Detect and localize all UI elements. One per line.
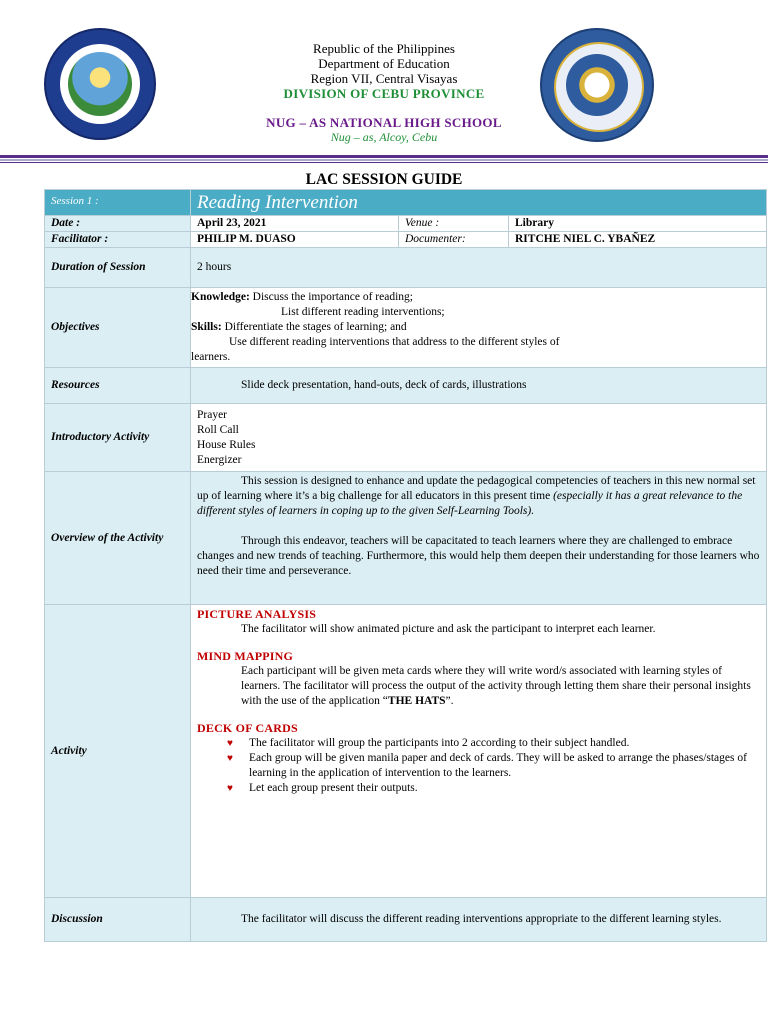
- facilitator-row: [45, 232, 767, 248]
- list-item: [225, 736, 760, 751]
- activity-row: [45, 605, 767, 898]
- venue-label: Venue :: [399, 216, 509, 232]
- intro-item-prayer: Prayer: [197, 408, 228, 421]
- heart-icon: ♥: [227, 783, 233, 794]
- knowledge-label: Knowledge:: [191, 291, 250, 303]
- duration-label: Duration of Session: [45, 248, 191, 288]
- discussion-text: The facilitator will discuss the different reading interventions appropriate to the different learning styles.: [241, 913, 722, 925]
- deck-of-cards-list: [197, 736, 760, 796]
- mind-mapping-body: Each participant will be given meta cards where they will write word/s associated with learning styles of learners. The facilitator will process the output of the activity through letting them share their personal insights with the use of the application “: [241, 665, 751, 707]
- overview-p1-text: This session is designed to enhance and update the pedagogical competencies of teachers in this new normal set up of learning where it’s a big challenge for all educators in this present time: [197, 475, 756, 502]
- duration-row: [45, 248, 767, 288]
- skills-item-2: Use different reading interventions that address to the different styles of: [229, 336, 560, 348]
- activity-content: [191, 605, 767, 898]
- documenter-value: RITCHE NIEL C. YBAÑEZ: [509, 232, 767, 248]
- objectives-content: [191, 288, 767, 368]
- duration-value: 2 hours: [191, 248, 767, 288]
- introductory-row: [45, 404, 767, 472]
- intro-item-roll-call: Roll Call: [197, 423, 239, 436]
- header-republic: Republic of the Philippines: [313, 41, 455, 56]
- header-school-name: NUG – AS NATIONAL HIGH SCHOOL: [266, 115, 502, 130]
- document-title: LAC SESSION GUIDE: [305, 171, 463, 188]
- skills-label: Skills:: [191, 321, 222, 333]
- intro-item-energizer: Energizer: [197, 453, 242, 466]
- overview-content: [191, 472, 767, 605]
- header-divider-mid: [0, 159, 768, 161]
- list-item: [225, 781, 760, 796]
- knowledge-item-1: Discuss the importance of reading;: [252, 291, 413, 303]
- discussion-content: [191, 898, 767, 942]
- introductory-content: [191, 404, 767, 472]
- mind-mapping-end: ”.: [445, 695, 454, 707]
- heart-icon: ♥: [227, 753, 233, 764]
- objectives-label: Objectives: [45, 288, 191, 368]
- session-number-label: Session 1 :: [45, 190, 191, 216]
- picture-analysis-text: The facilitator will show animated picture and ask the participant to interpret each learner.: [241, 623, 656, 635]
- session-title: Reading Intervention: [191, 190, 767, 216]
- facilitator-label: Facilitator :: [45, 232, 191, 248]
- resources-value: Slide deck presentation, hand-outs, deck of cards, illustrations: [191, 368, 767, 404]
- header-division: DIVISION OF CEBU PROVINCE: [283, 86, 485, 101]
- date-venue-row: [45, 216, 767, 232]
- introductory-label: Introductory Activity: [45, 404, 191, 472]
- header-divider: [0, 155, 768, 158]
- header-school-address: Nug – as, Alcoy, Cebu: [330, 130, 438, 144]
- skills-item-3: learners.: [191, 351, 231, 363]
- documenter-label: Documenter:: [399, 232, 509, 248]
- heart-icon: ♥: [227, 738, 233, 749]
- intro-item-house-rules: House Rules: [197, 438, 256, 451]
- overview-paragraph-2: Through this endeavor, teachers will be capacitated to teach learners where they are challenged to embrace changes and new trends of teaching. Furthermore, this would help them deepen their understanding for those learners who need their time and perseverance.: [197, 535, 760, 577]
- date-label: Date :: [45, 216, 191, 232]
- resources-label: Resources: [45, 368, 191, 404]
- picture-analysis-heading: PICTURE ANALYSIS: [197, 607, 317, 621]
- deck-of-cards-heading: DECK OF CARDS: [197, 721, 298, 735]
- venue-value: Library: [509, 216, 767, 232]
- overview-label: Overview of the Activity: [45, 472, 191, 605]
- discussion-label: Discussion: [45, 898, 191, 942]
- deck-item-text: The facilitator will group the participants into 2 according to their subject handled.: [249, 737, 630, 749]
- mind-mapping-text: [197, 664, 760, 709]
- the-hats-app-name: THE HATS: [387, 695, 446, 707]
- header-region: Region VII, Central Visayas: [310, 71, 458, 86]
- skills-item-1: Differentiate the stages of learning; and: [224, 321, 407, 333]
- session-header-row: [45, 190, 767, 216]
- list-item: [225, 751, 760, 781]
- deck-item-text: Let each group present their outputs.: [249, 782, 418, 794]
- overview-p1-italic: (especially it has a great relevance to the different styles of learners in coping up to the given Self-Learning Tools).: [197, 490, 743, 517]
- header-department: Department of Education: [318, 56, 450, 71]
- overview-paragraph-1: [197, 474, 760, 519]
- discussion-row: [45, 898, 767, 942]
- resources-row: [45, 368, 767, 404]
- overview-row: [45, 472, 767, 605]
- knowledge-item-2: List different reading interventions;: [281, 306, 445, 318]
- activity-label: Activity: [45, 605, 191, 898]
- mind-mapping-heading: MIND MAPPING: [197, 649, 294, 663]
- date-value: April 23, 2021: [191, 216, 399, 232]
- objectives-row: [45, 288, 767, 368]
- header-divider-thin: [0, 162, 768, 163]
- deck-item-text: Each group will be given manila paper and deck of cards. They will be asked to arrange the phases/stages of learning in the application of intervention to the learners.: [249, 752, 747, 779]
- session-guide-table: [44, 189, 767, 942]
- facilitator-value: PHILIP M. DUASO: [191, 232, 399, 248]
